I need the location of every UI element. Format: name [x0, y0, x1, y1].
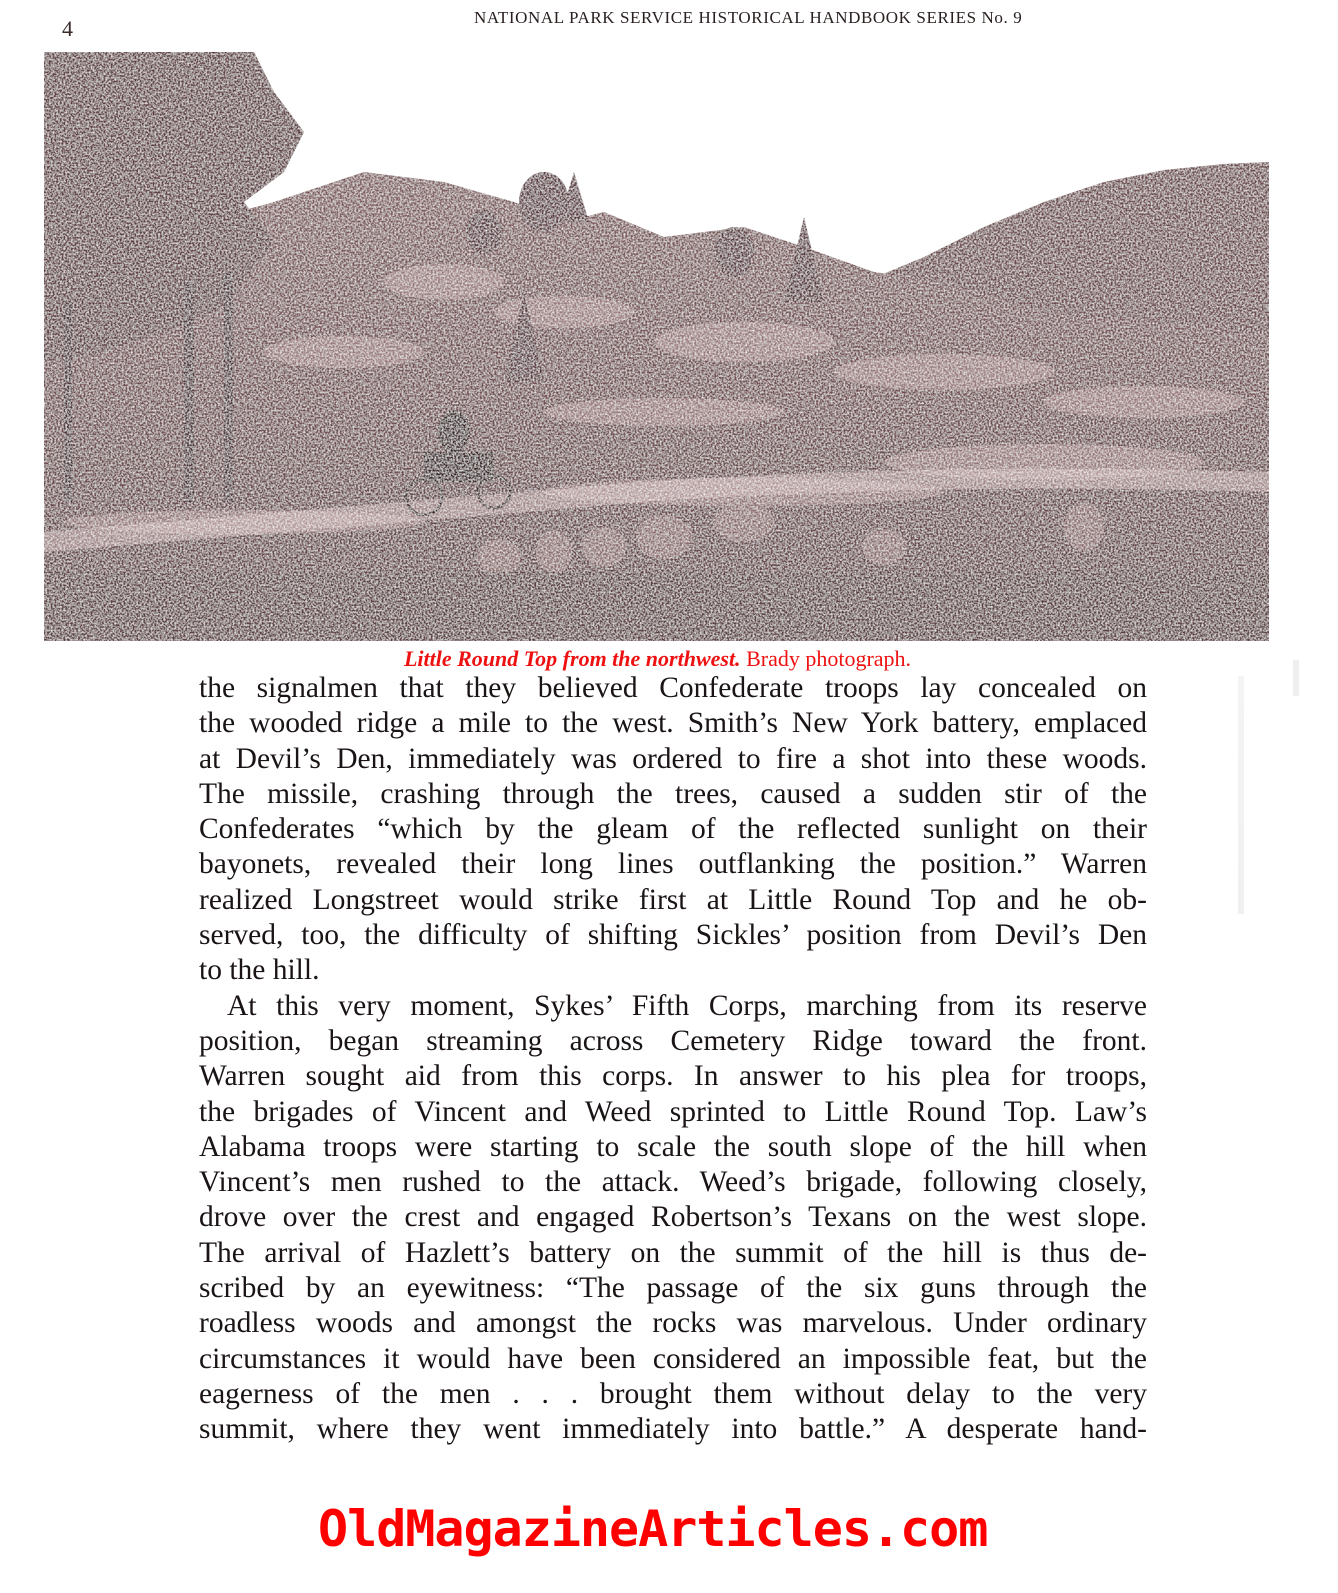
caption-credit: Brady photograph.	[746, 646, 912, 671]
scan-margin-artifact	[1238, 676, 1244, 914]
text-line: served, too, the difficulty of shifting Sickles’ position from Devil’s Den	[199, 919, 1147, 952]
text-line: realized Longstreet would strike first at Little Round Top and he ob-	[199, 883, 1147, 916]
text-line: position, began streaming across Cemetery Ridge toward the front.	[199, 1024, 1147, 1057]
scan-margin-artifact	[1293, 660, 1299, 696]
photograph-little-round-top	[44, 52, 1269, 641]
photo-caption	[0, 646, 1315, 672]
text-line: scribed by an eyewitness: “The passage of the six guns through the	[199, 1272, 1147, 1305]
running-head: NATIONAL PARK SERVICE HISTORICAL HANDBOOK SERIES No. 9	[474, 8, 1023, 27]
site-watermark: OldMagazineArticles.com	[318, 1500, 988, 1558]
text-line: The missile, crashing through the trees, caused a sudden stir of the	[199, 777, 1147, 810]
text-line: roadless woods and amongst the rocks was marvelous. Under ordinary	[199, 1307, 1147, 1340]
text-line: the signalmen that they believed Confederate troops lay concealed on	[199, 672, 1147, 704]
paragraph-2	[199, 989, 1147, 1448]
text-line: drove over the crest and engaged Robertson’s Texans on the west slope.	[199, 1201, 1147, 1234]
photo-illustration	[44, 52, 1269, 641]
page-number: 4	[62, 16, 73, 41]
article-body	[199, 671, 1147, 1448]
text-line: the brigades of Vincent and Weed sprinted to Little Round Top. Law’s	[199, 1095, 1147, 1128]
text-line: eagerness of the men . . . brought them without delay to the very	[199, 1377, 1147, 1410]
text-line: at Devil’s Den, immediately was ordered to fire a shot into these woods.	[199, 742, 1147, 775]
text-line: At this very moment, Sykes’ Fifth Corps, marching from its reserve	[227, 989, 1147, 1022]
text-line: circumstances it would have been considered an impossible feat, but the	[199, 1342, 1147, 1375]
paragraph-1	[199, 671, 1147, 989]
text-line: The arrival of Hazlett’s battery on the summit of the hill is thus de-	[199, 1236, 1147, 1269]
caption-title: Little Round Top from the northwest.	[403, 646, 741, 671]
text-line: bayonets, revealed their long lines outflanking the position.” Warren	[199, 848, 1147, 881]
text-line: the wooded ridge a mile to the west. Smith’s New York battery, emplaced	[199, 707, 1147, 740]
text-line: summit, where they went immediately into battle.” A desperate hand-	[199, 1413, 1147, 1446]
text-line: Vincent’s men rushed to the attack. Weed’s brigade, following closely,	[199, 1166, 1147, 1199]
text-line: Warren sought aid from this corps. In answer to his plea for troops,	[199, 1060, 1147, 1093]
text-line: Alabama troops were starting to scale the south slope of the hill when	[199, 1130, 1147, 1163]
text-line: to the hill.	[199, 954, 320, 987]
text-line: Confederates “which by the gleam of the reflected sunlight on their	[199, 813, 1147, 846]
